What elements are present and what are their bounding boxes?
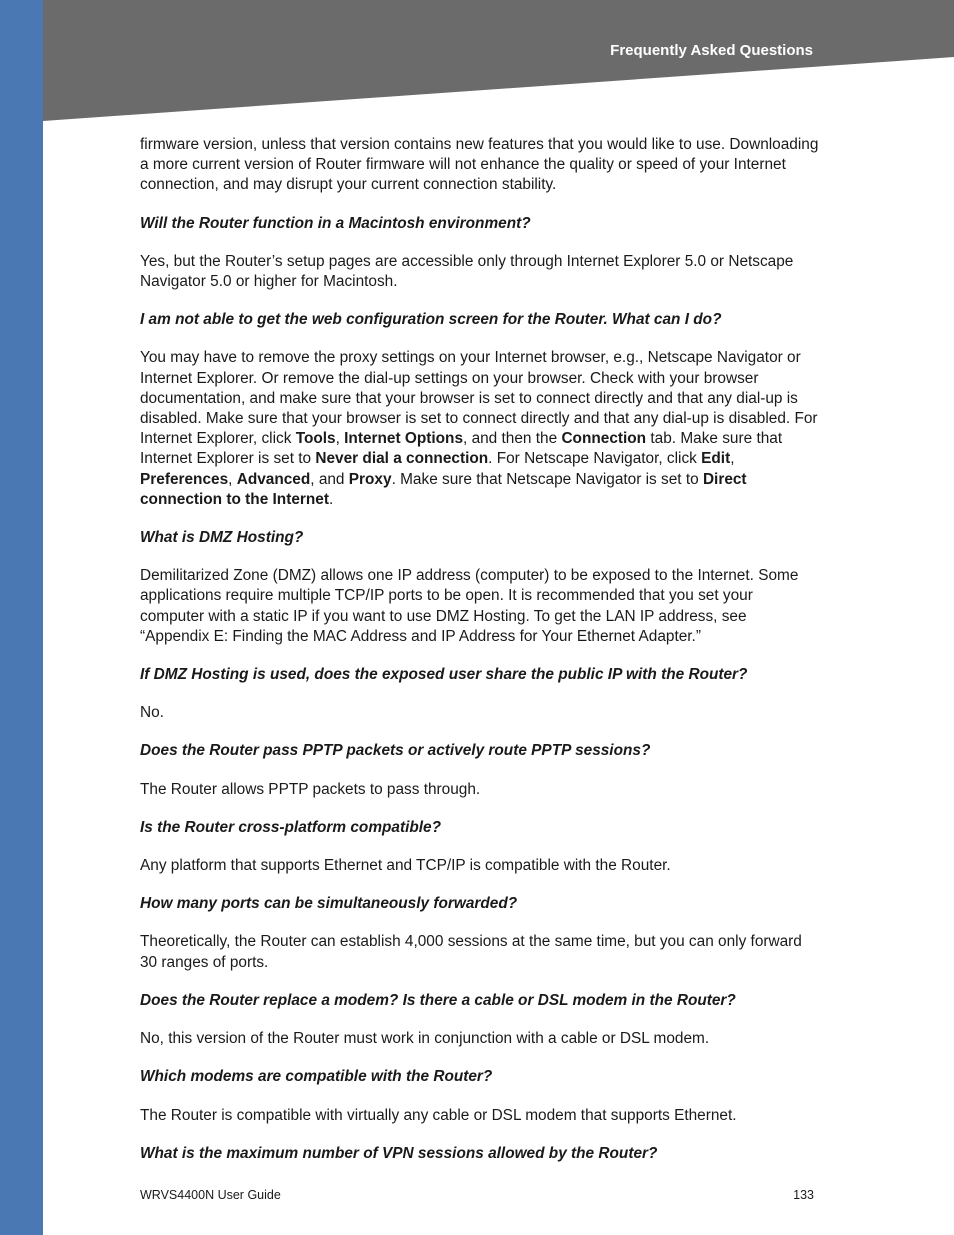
- answer-text: . For Netscape Navigator, click: [488, 450, 702, 468]
- faq-question: Which modems are compatible with the Router?: [140, 1068, 493, 1086]
- faq-answer-rich: [140, 348, 820, 510]
- answer-text: .: [328, 490, 334, 508]
- faq-question: Does the Router pass PPTP packets or actively route PPTP sessions?: [140, 742, 651, 760]
- footer-guide-name: WRVS4400N User Guide: [140, 1188, 281, 1202]
- section-title: Frequently Asked Questions: [610, 42, 813, 59]
- faq-question: What is the maximum number of VPN sessions allowed by the Router?: [140, 1144, 658, 1162]
- bold-term: Tools: [295, 430, 336, 448]
- bold-term: Proxy: [348, 470, 392, 488]
- answer-text: ,: [228, 470, 237, 488]
- answer-text: tab. Make sure that Internet Explorer is set to: [140, 430, 783, 468]
- faq-content: [140, 135, 820, 1164]
- bold-term: Preferences: [140, 470, 229, 488]
- bold-term: Internet Options: [344, 430, 464, 448]
- bold-term: Never dial a connection: [315, 450, 489, 468]
- answer-text: ,: [335, 430, 345, 448]
- bold-term: Advanced: [236, 470, 311, 488]
- bold-term: Direct connection to the Internet: [140, 470, 747, 508]
- faq-question: What is DMZ Hosting?: [140, 529, 304, 547]
- answer-text: You may have to remove the proxy settings on your Internet browser, e.g., Netscape Navigator or Internet Explorer. Or remove the dial-up settings on your browser. Check with your browser documentation, and make sure that your browser is set to connect directly and that any dial-up is disabled. Make sure that your browser is set to connect directly and that any dial-up is disabled. For Internet Explorer, click: [140, 349, 818, 448]
- bold-term: Connection: [561, 430, 647, 448]
- faq-answer: No.: [140, 704, 164, 722]
- faq-answer: No, this version of the Router must work in conjunction with a cable or DSL modem.: [140, 1030, 710, 1048]
- answer-text: ,: [730, 450, 735, 468]
- faq-question: Does the Router replace a modem? Is there a cable or DSL modem in the Router?: [140, 991, 736, 1009]
- footer-page-number: 133: [793, 1188, 814, 1202]
- faq-answer: Demilitarized Zone (DMZ) allows one IP address (computer) to be exposed to the Internet. Some applications require multiple TCP/IP ports to be open. It is recommended that you set your computer with a static IP if you want to use DMZ Hosting. To get the LAN IP address, see “Appendix E: Finding the MAC Address and IP Address for Your Ethernet Adapter.”: [140, 567, 799, 645]
- faq-question: I am not able to get the web configuration screen for the Router. What can I do?: [140, 311, 722, 329]
- faq-answer: Yes, but the Router’s setup pages are accessible only through Internet Explorer 5.0 or Netscape Navigator 5.0 or higher for Macintosh.: [140, 252, 794, 291]
- answer-text: . Make sure that Netscape Navigator is set to: [391, 470, 703, 488]
- faq-question: Will the Router function in a Macintosh environment?: [140, 214, 531, 232]
- side-color-bar: [0, 0, 43, 1235]
- faq-question: How many ports can be simultaneously forwarded?: [140, 895, 518, 913]
- faq-question: Is the Router cross-platform compatible?: [140, 818, 442, 836]
- faq-answer: The Router allows PPTP packets to pass through.: [140, 780, 481, 798]
- faq-answer: The Router is compatible with virtually any cable or DSL modem that supports Ethernet.: [140, 1106, 737, 1124]
- faq-question: If DMZ Hosting is used, does the exposed user share the public IP with the Router?: [140, 666, 748, 684]
- faq-answer: Any platform that supports Ethernet and TCP/IP is compatible with the Router.: [140, 857, 671, 875]
- answer-text: , and then the: [463, 430, 562, 448]
- header-band: [43, 0, 954, 125]
- answer-text: , and: [310, 470, 349, 488]
- intro-paragraph: firmware version, unless that version contains new features that you would like to use. Downloading a more current version of Router firmware will not enhance the quality or speed of your Internet connection, and may disrupt your current connection stability.: [140, 136, 819, 194]
- faq-answer: Theoretically, the Router can establish 4,000 sessions at the same time, but you can only forward 30 ranges of ports.: [140, 933, 802, 971]
- bold-term: Edit: [701, 450, 731, 468]
